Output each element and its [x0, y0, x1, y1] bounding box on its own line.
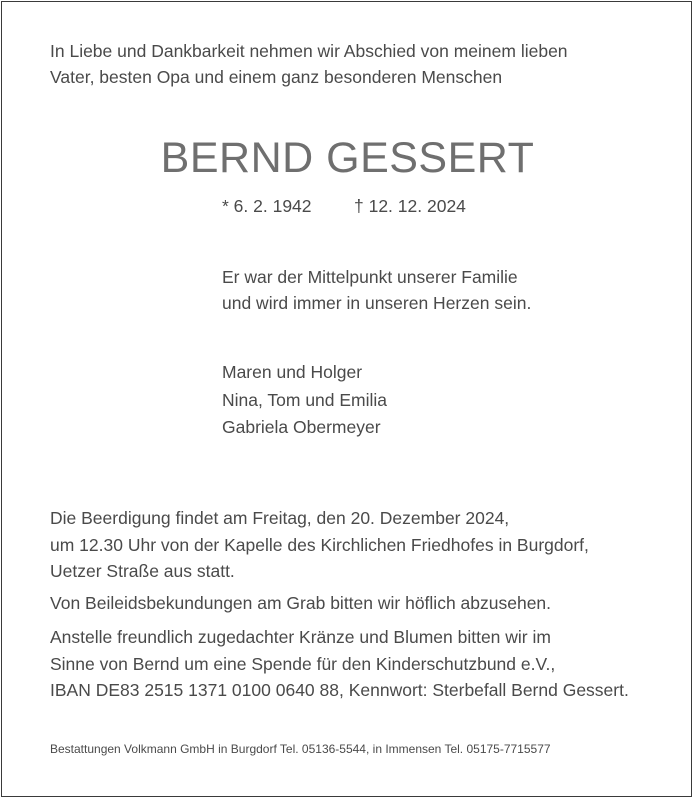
mourners-list — [222, 359, 387, 442]
funeral-details — [50, 505, 589, 585]
condolence-note: Von Beileidsbekundungen am Grab bitten wir höflich abzusehen. — [50, 593, 552, 613]
funeral-line: um 12.30 Uhr von der Kapelle des Kirchlichen Friedhofes in Burgdorf, — [50, 534, 589, 555]
mourner-name: Gabriela Obermeyer — [222, 417, 381, 437]
intro-text — [50, 38, 568, 90]
funeral-line: Uetzer Straße aus statt. — [50, 561, 235, 581]
birth-date: * 6. 2. 1942 — [222, 196, 312, 216]
funeral-line: Die Beerdigung findet am Freitag, den 20. Dezember 2024, — [50, 508, 510, 528]
mourner-name: Maren und Holger — [222, 362, 363, 382]
quote-line: Er war der Mittelpunkt unserer Familie — [222, 267, 518, 287]
donation-line: IBAN DE83 2515 1371 0100 0640 88, Kennwort: Sterbefall Bernd Gessert. — [50, 680, 629, 700]
memorial-quote — [222, 264, 531, 316]
intro-line: Vater, besten Opa und einem ganz besonderen Menschen — [50, 67, 503, 87]
undertaker-contact: Bestattungen Volkmann GmbH in Burgdorf Tel. 05136-5544, in Immensen Tel. 05175-7715577 — [50, 742, 551, 756]
donation-line: Anstelle freundlich zugedachter Kränze und Blumen bitten wir im — [50, 627, 551, 647]
mourner-name: Nina, Tom und Emilia — [222, 389, 388, 410]
intro-line: In Liebe und Dankbarkeit nehmen wir Abschied von meinem lieben — [50, 41, 568, 61]
donation-line: Sinne von Bernd um eine Spende für den Kinderschutzbund e.V., — [50, 653, 556, 674]
donation-request — [50, 624, 629, 704]
quote-line: und wird immer in unseren Herzen sein. — [222, 293, 532, 313]
deceased-name: BERND GESSERT — [160, 134, 535, 182]
death-date: † 12. 12. 2024 — [354, 196, 466, 216]
